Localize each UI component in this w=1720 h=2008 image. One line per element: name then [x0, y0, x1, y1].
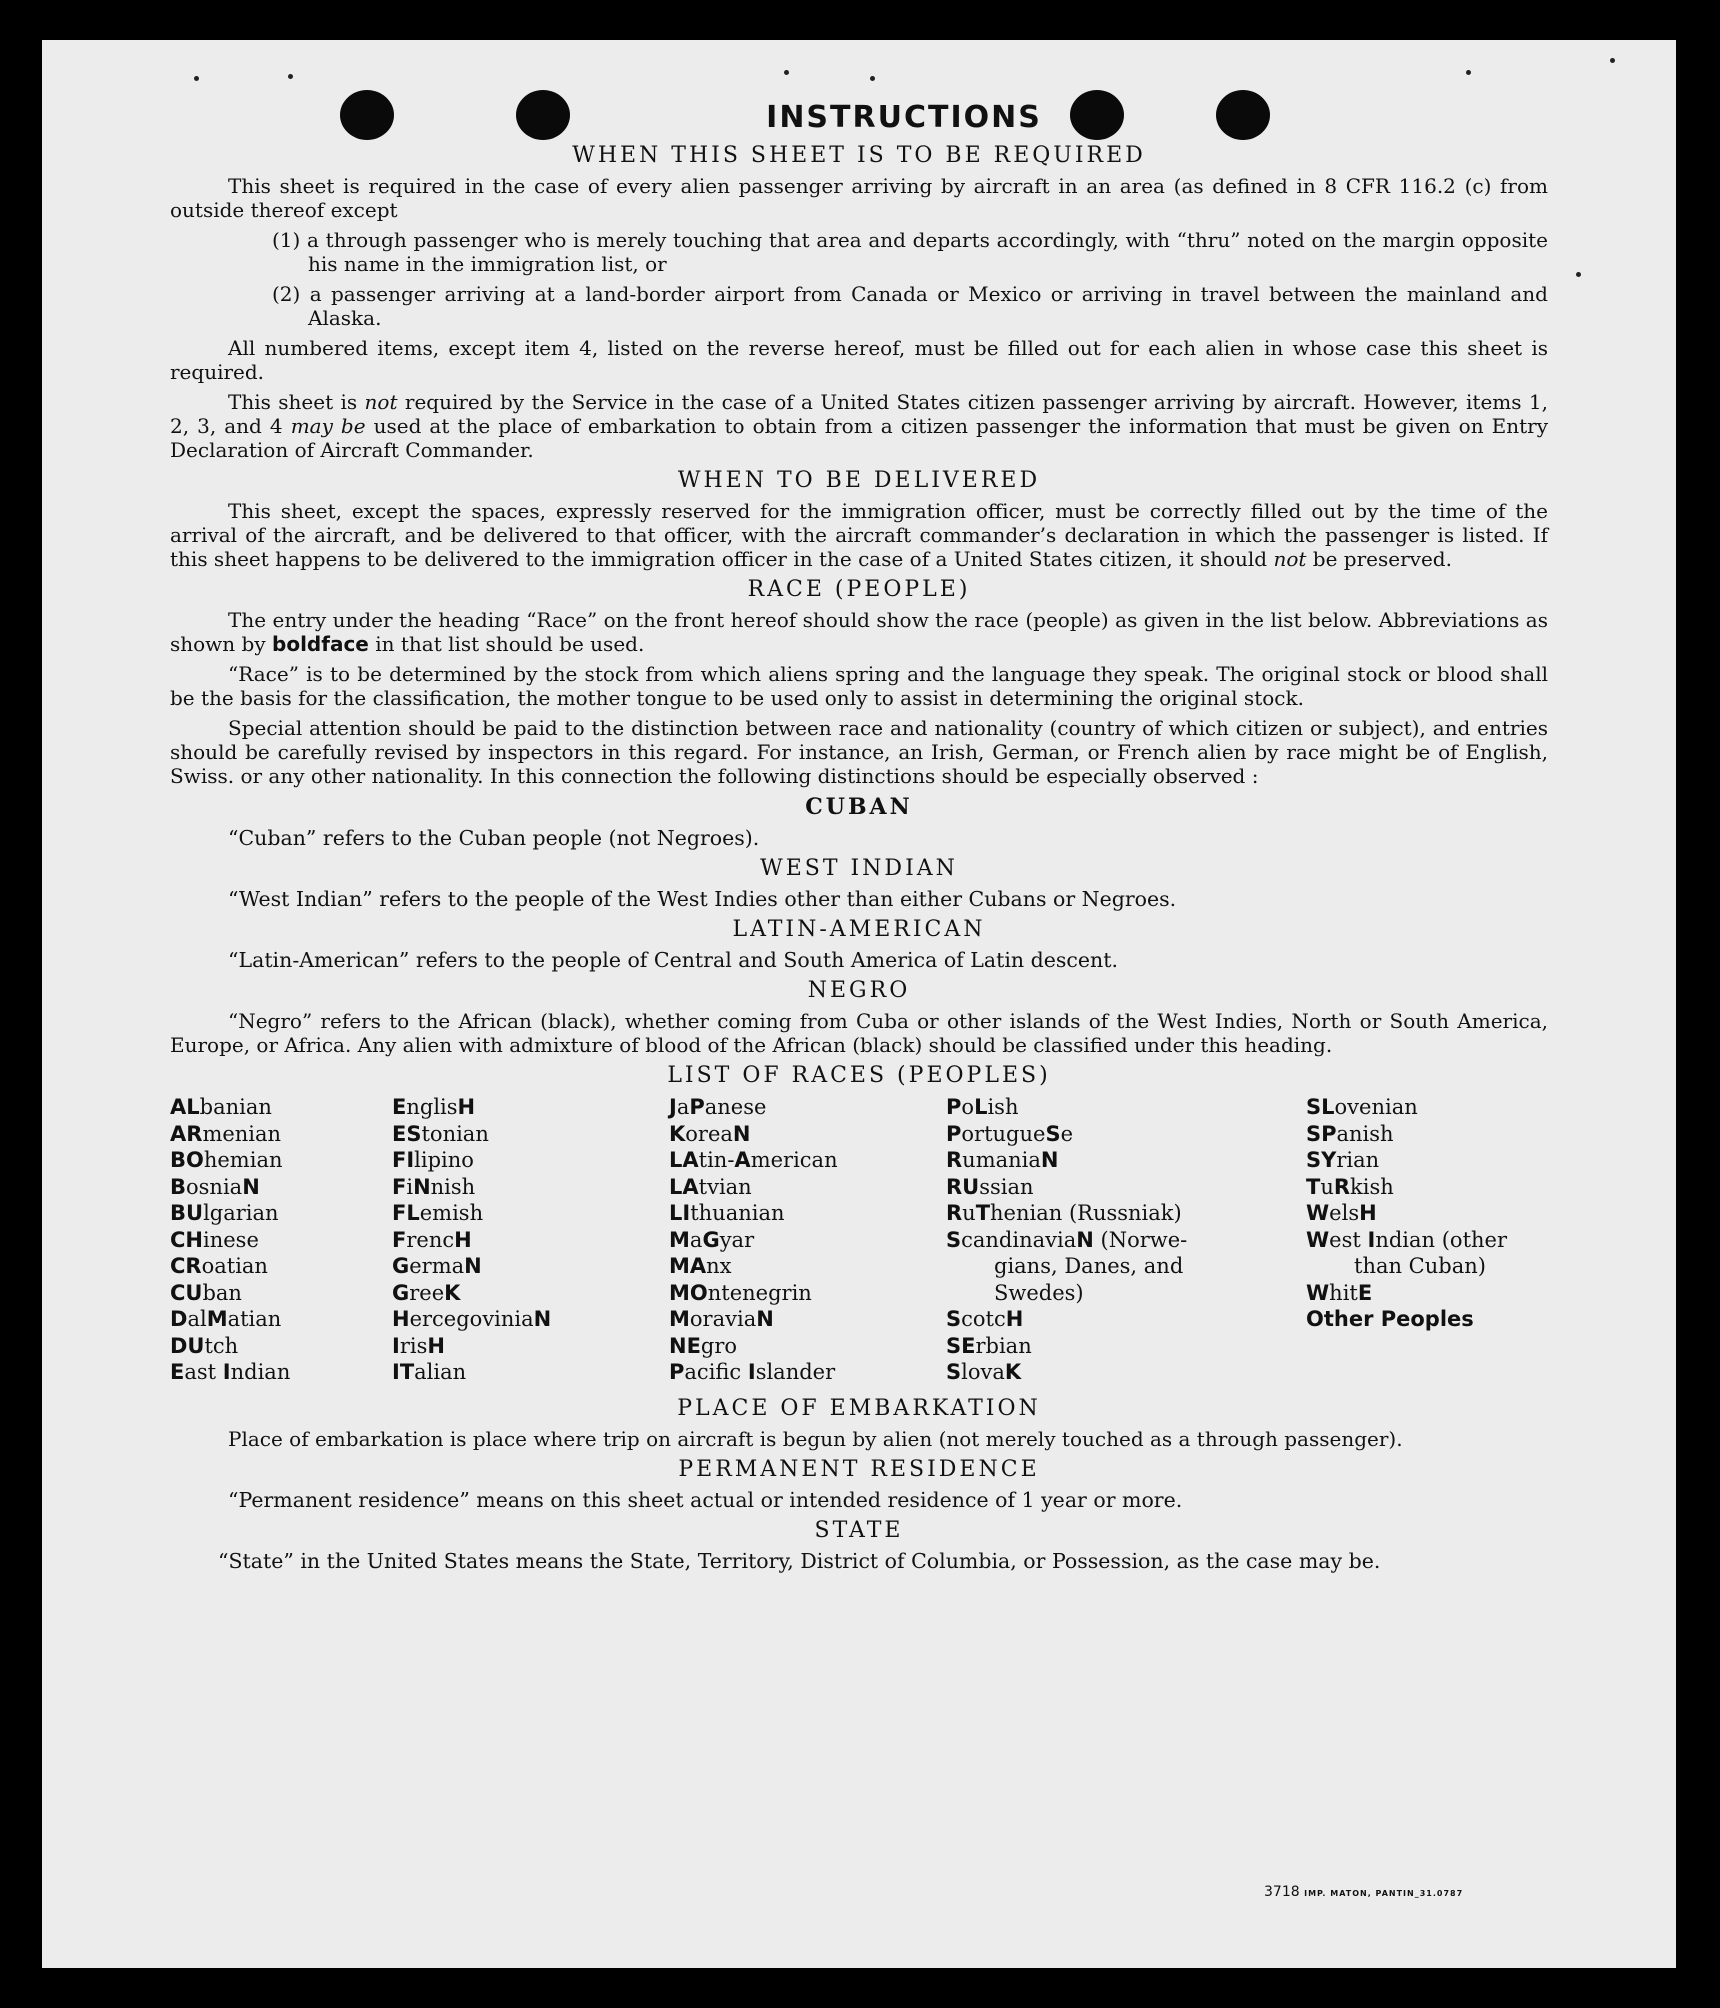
- race-entry: MaGyar: [669, 1227, 755, 1252]
- section-heading-west-indian: WEST INDIAN: [760, 856, 958, 881]
- page-title: INSTRUCTIONS: [766, 100, 1042, 135]
- paragraph: [170, 608, 1548, 656]
- race-entry: ALbanian: [170, 1095, 272, 1119]
- race-entry: DUtch: [170, 1333, 239, 1358]
- text-run: The entry under the heading “Race” on the front hereof should show the race (people) as given in the list below. Abbreviations as shown by: [170, 608, 1548, 656]
- text-run: in that list should be used.: [368, 632, 645, 656]
- race-entry: CRoatian: [170, 1254, 268, 1278]
- section-heading-embarkation: PLACE OF EMBARKATION: [677, 1395, 1041, 1421]
- race-entry: MOntenegrin: [669, 1280, 812, 1305]
- race-entry: FIlipino: [392, 1148, 474, 1172]
- paragraph: [170, 390, 1548, 462]
- printer-name: IMP. MATON, PANTIN_31.0787: [1304, 1889, 1464, 1898]
- definition: “West Indian” refers to the people of the West Indies other than either Cubans or Negroes.: [228, 887, 1177, 911]
- race-entry: GreeK: [392, 1280, 461, 1305]
- race-entry: ScotcH: [946, 1307, 1024, 1331]
- exception-item: (1) a through passenger who is merely touching that area and departs accordingly, with “thru” noted on the margin opposite his name in the immigration list, or: [272, 228, 1548, 276]
- italic-run: not: [364, 390, 398, 414]
- race-entry: KoreaN: [669, 1121, 751, 1146]
- race-entry: FLemish: [392, 1201, 484, 1225]
- speck: [784, 70, 789, 75]
- race-column: [669, 1094, 946, 1386]
- speck: [1466, 70, 1471, 75]
- race-entry: SErbian: [946, 1333, 1032, 1358]
- race-entry: MAnx: [669, 1254, 732, 1278]
- race-entry: HercegoviniaN: [392, 1307, 552, 1331]
- section-heading-residence: PERMANENT RESIDENCE: [678, 1456, 1040, 1482]
- race-entry: IrisH: [392, 1333, 445, 1358]
- text-run: This sheet is: [228, 390, 365, 414]
- bold-run: boldface: [272, 632, 369, 656]
- paragraph: “Negro” refers to the African (black), whether coming from Cuba or other islands of the West Indies, North or South America, Europe, or Africa. Any alien with admixture of blood of the African (black) should be classified under this heading.: [170, 1009, 1548, 1057]
- speck: [1576, 272, 1581, 277]
- race-entry: LIthuanian: [669, 1201, 785, 1225]
- section-heading-delivered: WHEN TO BE DELIVERED: [677, 468, 1041, 493]
- race-entry: CUban: [170, 1280, 242, 1305]
- definition: “Cuban” refers to the Cuban people (not Negroes).: [228, 826, 760, 850]
- paragraph: Place of embarkation is place where trip on aircraft is begun by alien (not merely touched as a through passenger).: [228, 1426, 1403, 1451]
- race-entry: EStonian: [392, 1121, 489, 1146]
- speck: [1610, 58, 1615, 63]
- race-entry: MoraviaN: [669, 1307, 774, 1331]
- text-run: required by the Service in the case of a United States citizen passenger arriving by aircraft. However, items 1, 2, 3, and 4: [170, 390, 1548, 438]
- definition: “State” in the United States means the State, Territory, District of Columbia, or Possession, as the case may be.: [218, 1548, 1381, 1573]
- section-heading-cuban: CUBAN: [805, 794, 913, 820]
- race-entry: CHinese: [170, 1227, 259, 1252]
- race-entry: Swedes): [994, 1280, 1084, 1305]
- race-entry: West Indian (other: [1306, 1227, 1507, 1252]
- race-entry: RUssian: [946, 1174, 1034, 1199]
- race-entry: NEgro: [669, 1333, 738, 1358]
- speck: [870, 76, 875, 81]
- race-entry: BUlgarian: [170, 1201, 279, 1225]
- race-entry: ARmenian: [170, 1121, 282, 1146]
- speck: [194, 76, 199, 81]
- paragraph: This sheet is required in the case of every alien passenger arriving by aircraft in an area (as defined in 8 CFR 116.2 (c) from outside thereof except: [170, 174, 1548, 222]
- race-entry: Other Peoples: [1306, 1307, 1474, 1331]
- race-entry: East Indian: [170, 1360, 291, 1384]
- section-heading-required: WHEN THIS SHEET IS TO BE REQUIRED: [572, 143, 1146, 168]
- race-entry: SYrian: [1306, 1148, 1380, 1172]
- race-entry: SlovaK: [946, 1360, 1022, 1384]
- italic-run: not: [1273, 547, 1307, 571]
- race-entry: PoLish: [946, 1095, 1019, 1119]
- printer-imprint: [1264, 1884, 1463, 1900]
- race-entry: BOhemian: [170, 1148, 283, 1172]
- content: [170, 100, 1548, 1579]
- race-entry: PortugueSe: [946, 1121, 1074, 1146]
- race-entry: than Cuban): [1354, 1254, 1486, 1278]
- text-run: be preserved.: [1306, 547, 1452, 571]
- text-run: This sheet, except the spaces, expressly reserved for the immigration officer, must be correctly filled out by the time of the arrival of the aircraft, and be delivered to that officer, with the aircraft commander’s declaration in which the passenger is listed. If this sheet happens to be delivered to the immigration officer in the case of a United States citizen, it should: [170, 499, 1548, 571]
- speck: [288, 74, 293, 79]
- section-heading-race: RACE (PEOPLE): [747, 577, 971, 602]
- form-code: 3718: [1264, 1884, 1300, 1900]
- race-entry: BosniaN: [170, 1174, 260, 1199]
- document-sheet: [42, 40, 1676, 1968]
- race-entry: EnglisH: [392, 1095, 476, 1119]
- race-entry: LAtvian: [669, 1174, 752, 1199]
- race-entry: JaPanese: [669, 1095, 767, 1119]
- race-entry: TuRkish: [1306, 1174, 1394, 1199]
- section-heading-state: STATE: [814, 1517, 904, 1543]
- race-entry: SLovenian: [1306, 1095, 1418, 1119]
- race-entry: DalMatian: [170, 1307, 282, 1331]
- race-entry: RuThenian (Russniak): [946, 1201, 1182, 1225]
- race-entry: ScandinaviaN (Norwe-: [946, 1227, 1188, 1252]
- race-entry: Pacific Islander: [669, 1360, 836, 1384]
- definition: “Permanent residence” means on this sheet actual or intended residence of 1 year or more.: [228, 1487, 1183, 1512]
- paragraph: “Race” is to be determined by the stock from which aliens spring and the language they speak. The original stock or blood shall be the basis for the classification, the mother tongue to be used only to assist in determining the original stock.: [170, 662, 1548, 710]
- race-column: [170, 1094, 392, 1386]
- section-heading-latin-american: LATIN-AMERICAN: [732, 917, 986, 942]
- paragraph: All numbered items, except item 4, listed on the reverse hereof, must be filled out for each alien in whose case this sheet is required.: [170, 336, 1548, 384]
- italic-run: may be: [290, 414, 366, 438]
- race-entry: gians, Danes, and: [994, 1254, 1184, 1278]
- race-entry: SPanish: [1306, 1121, 1394, 1146]
- race-entry: ITalian: [392, 1360, 467, 1384]
- race-entry: FrencH: [392, 1227, 472, 1252]
- race-entry: GermaN: [392, 1254, 482, 1278]
- race-entry: RumaniaN: [946, 1148, 1059, 1172]
- paragraph: Special attention should be paid to the distinction between race and nationality (country of which citizen or subject), and entries should be carefully revised by inspectors in this regard. For instance, an Irish, German, or French alien by race might be of English, Swiss. or any other nationality. In this connection the following distinctions should be especially observed :: [170, 716, 1548, 788]
- race-entry: WhitE: [1306, 1280, 1373, 1305]
- section-heading-list: LIST OF RACES (PEOPLES): [667, 1063, 1051, 1088]
- race-list: [170, 1094, 1548, 1386]
- race-column: [392, 1094, 669, 1386]
- race-column: [946, 1094, 1306, 1386]
- exception-item: (2) a passenger arriving at a land-border airport from Canada or Mexico or arriving in travel between the mainland and Alaska.: [272, 282, 1548, 330]
- race-column: [1306, 1094, 1548, 1386]
- race-entry: WelsH: [1306, 1201, 1377, 1225]
- race-entry: LAtin-American: [669, 1148, 838, 1172]
- text-run: used at the place of embarkation to obtain from a citizen passenger the information that must be given on Entry Declaration of Aircraft Commander.: [170, 414, 1549, 462]
- definition: “Latin-American” refers to the people of Central and South America of Latin descent.: [228, 948, 1118, 972]
- race-entry: FiNnish: [392, 1174, 476, 1199]
- paragraph: [170, 499, 1548, 571]
- section-heading-negro: NEGRO: [807, 978, 911, 1003]
